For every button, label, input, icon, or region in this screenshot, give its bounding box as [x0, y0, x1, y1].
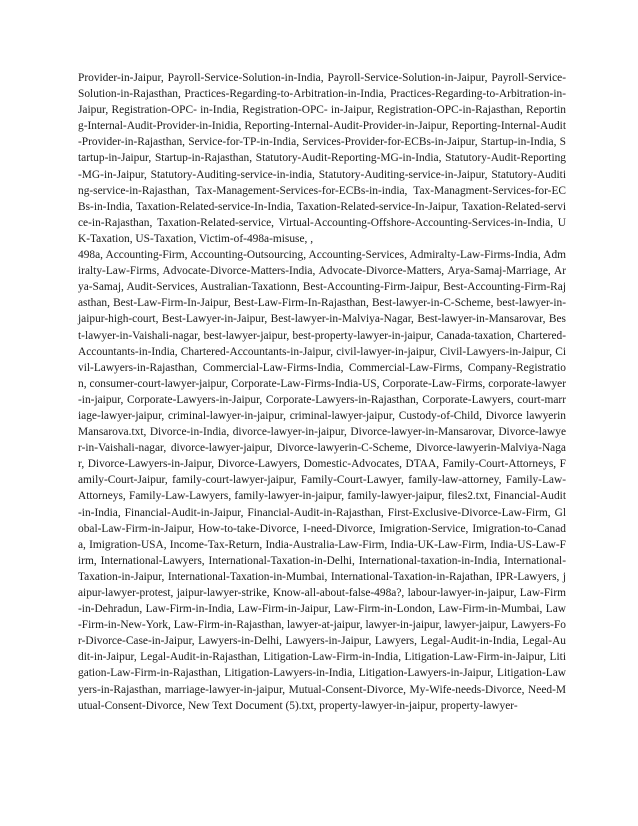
- paragraph-tag-list-legal: 498a, Accounting-Firm, Accounting-Outsourcing, Accounting-Services, Admiralty-Law-Firms-India, Admiralty-Law-Firms, Advocate-Divorce-Matters-India, Advocate-Divorce-Matters, Arya-Samaj-Marriage, Arya-Samaj, Audit-Services, Australian-Taxationn, Best-Accounting-Firm-Jaipur, Best-Accounting-Firm-Rajasthan, Best-Law-Firm-In-Jaipur, Best-Law-Firm-In-Rajasthan, Best-lawyer-in-C-Scheme, best-lawyer-in-jaipur-high-court, Best-Lawyer-in-Jaipur, Best-lawyer-in-Malviya-Nagar, Best-lawyer-in-Mansarovar, Best-lawyer-in-Vaishali-nagar, best-lawyer-jaipur, best-property-lawyer-in-jaipur, Canada-taxation, Chartered-Accountants-in-India, Chartered-Accountants-in-Jaipur, civil-lawyer-in-jaipur, Civil-Lawyers-in-Jaipur, Civil-Lawyers-in-Rajasthan, Commercial-Law-Firms-India, Commercial-Law-Firms, Company-Registration, consumer-court-lawyer-jaipur, Corporate-Law-Firms-India-US, Corporate-Law-Firms, corporate-lawyer-in-jaipur, Corporate-Lawyers-in-Jaipur, Corporate-Lawyers-in-Rajasthan, Corporate-Lawyers, court-marriage-lawyer-jaipur, criminal-lawyer-in-jaipur, criminal-lawyer-jaipur, Custody-of-Child, Divorce lawyerin Mansarova.txt, Divorce-in-India, divorce-lawyer-in-jaipur, Divorce-lawyer-in-Mansarovar, Divorce-lawyer-in-Vaishali-nagar, divorce-lawyer-jaipur, Divorce-lawyerin-C-Scheme, Divorce-lawyerin-Malviya-Nagar, Divorce-Lawyers-in-Jaipur, Divorce-Lawyers, Domestic-Advocates, DTAA, Family-Court-Attorneys, Family-Court-Jaipur, family-court-lawyer-jaipur, Family-Court-Lawyer, family-law-attorney, Family-Law-Attorneys, Family-Law-Lawyers, family-lawyer-in-jaipur, family-lawyer-jaipur, files2.txt, Financial-Audit-in-India, Financial-Audit-in-Jaipur, Financial-Audit-in-Rajasthan, First-Exclusive-Divorce-Law-Firm, Global-Law-Firm-in-Jaipur, How-to-take-Divorce, I-need-Divorce, Imigration-Service, Imigration-to-Canada, Imigration-USA, Income-Tax-Return, India-Australia-Law-Firm, India-UK-Law-Firm, India-US-Law-Firm, International-Lawyers, International-Taxation-in-Delhi, International-taxation-in-India, International-Taxation-in-Jaipur, International-Taxation-in-Mumbai, International-Taxation-in-Rajathan, IPR-Lawyers, jaipur-lawyer-protest, jaipur-lawyer-strike, Know-all-about-false-498a?, labour-lawyer-in-jaipur, Law-Firm-in-Dehradun, Law-Firm-in-India, Law-Firm-in-Jaipur, Law-Firm-in-London, Law-Firm-in-Mumbai, Law-Firm-in-New-York, Law-Firm-in-Rajasthan, lawyer-at-jaipur, lawyer-in-jaipur, lawyer-jaipur, Lawyers-For-Divorce-Case-in-Jaipur, Lawyers-in-Delhi, Lawyers-in-Jaipur, Lawyers, Legal-Audit-in-India, Legal-Audit-in-Jaipur, Legal-Audit-in-Rajasthan, Litigation-Law-Firm-in-India, Litigation-Law-Firm-in-Jaipur, Litigation-Law-Firm-in-Rajasthan, Litigation-Lawyers-in-India, Litigation-Lawyers-in-Jaipur, Litigation-Lawyers-in-Rajasthan, marriage-lawyer-in-jaipur, Mutual-Consent-Divorce, My-Wife-needs-Divorce, Need-Mutual-Consent-Divorce, New Text Document (5).txt, property-lawyer-in-jaipur, property-lawyer-: [78, 249, 566, 712]
- paragraph-tag-list-services: Provider-in-Jaipur, Payroll-Service-Solution-in-India, Payroll-Service-Solution-in-Jaipur, Payroll-Service-Solution-in-Rajasthan, Practices-Regarding-to-Arbitration-in-India, Practices-Regarding-to-Arbitration-in-Jaipur, Registration-OPC- in-India, Registration-OPC- in-Jaipur, Registration-OPC-in-Rajasthan, Reporting-Internal-Audit-Provider-in-Inidia, Reporting-Internal-Audit-Provider-in-Jaipur, Reporting-Internal-Audit-Provider-in-Rajasthan, Service-for-TP-in-India, Services-Provider-for-ECBs-in-Jaipur, Startup-in-India, Startup-in-Jaipur, Startup-in-Rajasthan, Statutory-Audit-Reporting-MG-in-India, Statutory-Audit-Reporting-MG-in-Jaipur, Statutory-Auditing-service-in-india, Statutory-Auditing-service-in-Jaipur, Statutory-Auditing-service-in-Rajasthan, Tax-Management-Services-for-ECBs-in-india, Tax-Managment-Services-for-ECBs-in-India, Taxation-Related-service-In-India, Taxation-Related-service-In-Jaipur, Taxation-Related-service-in-Rajasthan, Taxation-Related-service, Virtual-Accounting-Offshore-Accounting-Services-in-India, UK-Taxation, US-Taxation, Victim-of-498a-misuse, ,: [78, 72, 566, 245]
- document-body: [78, 70, 566, 714]
